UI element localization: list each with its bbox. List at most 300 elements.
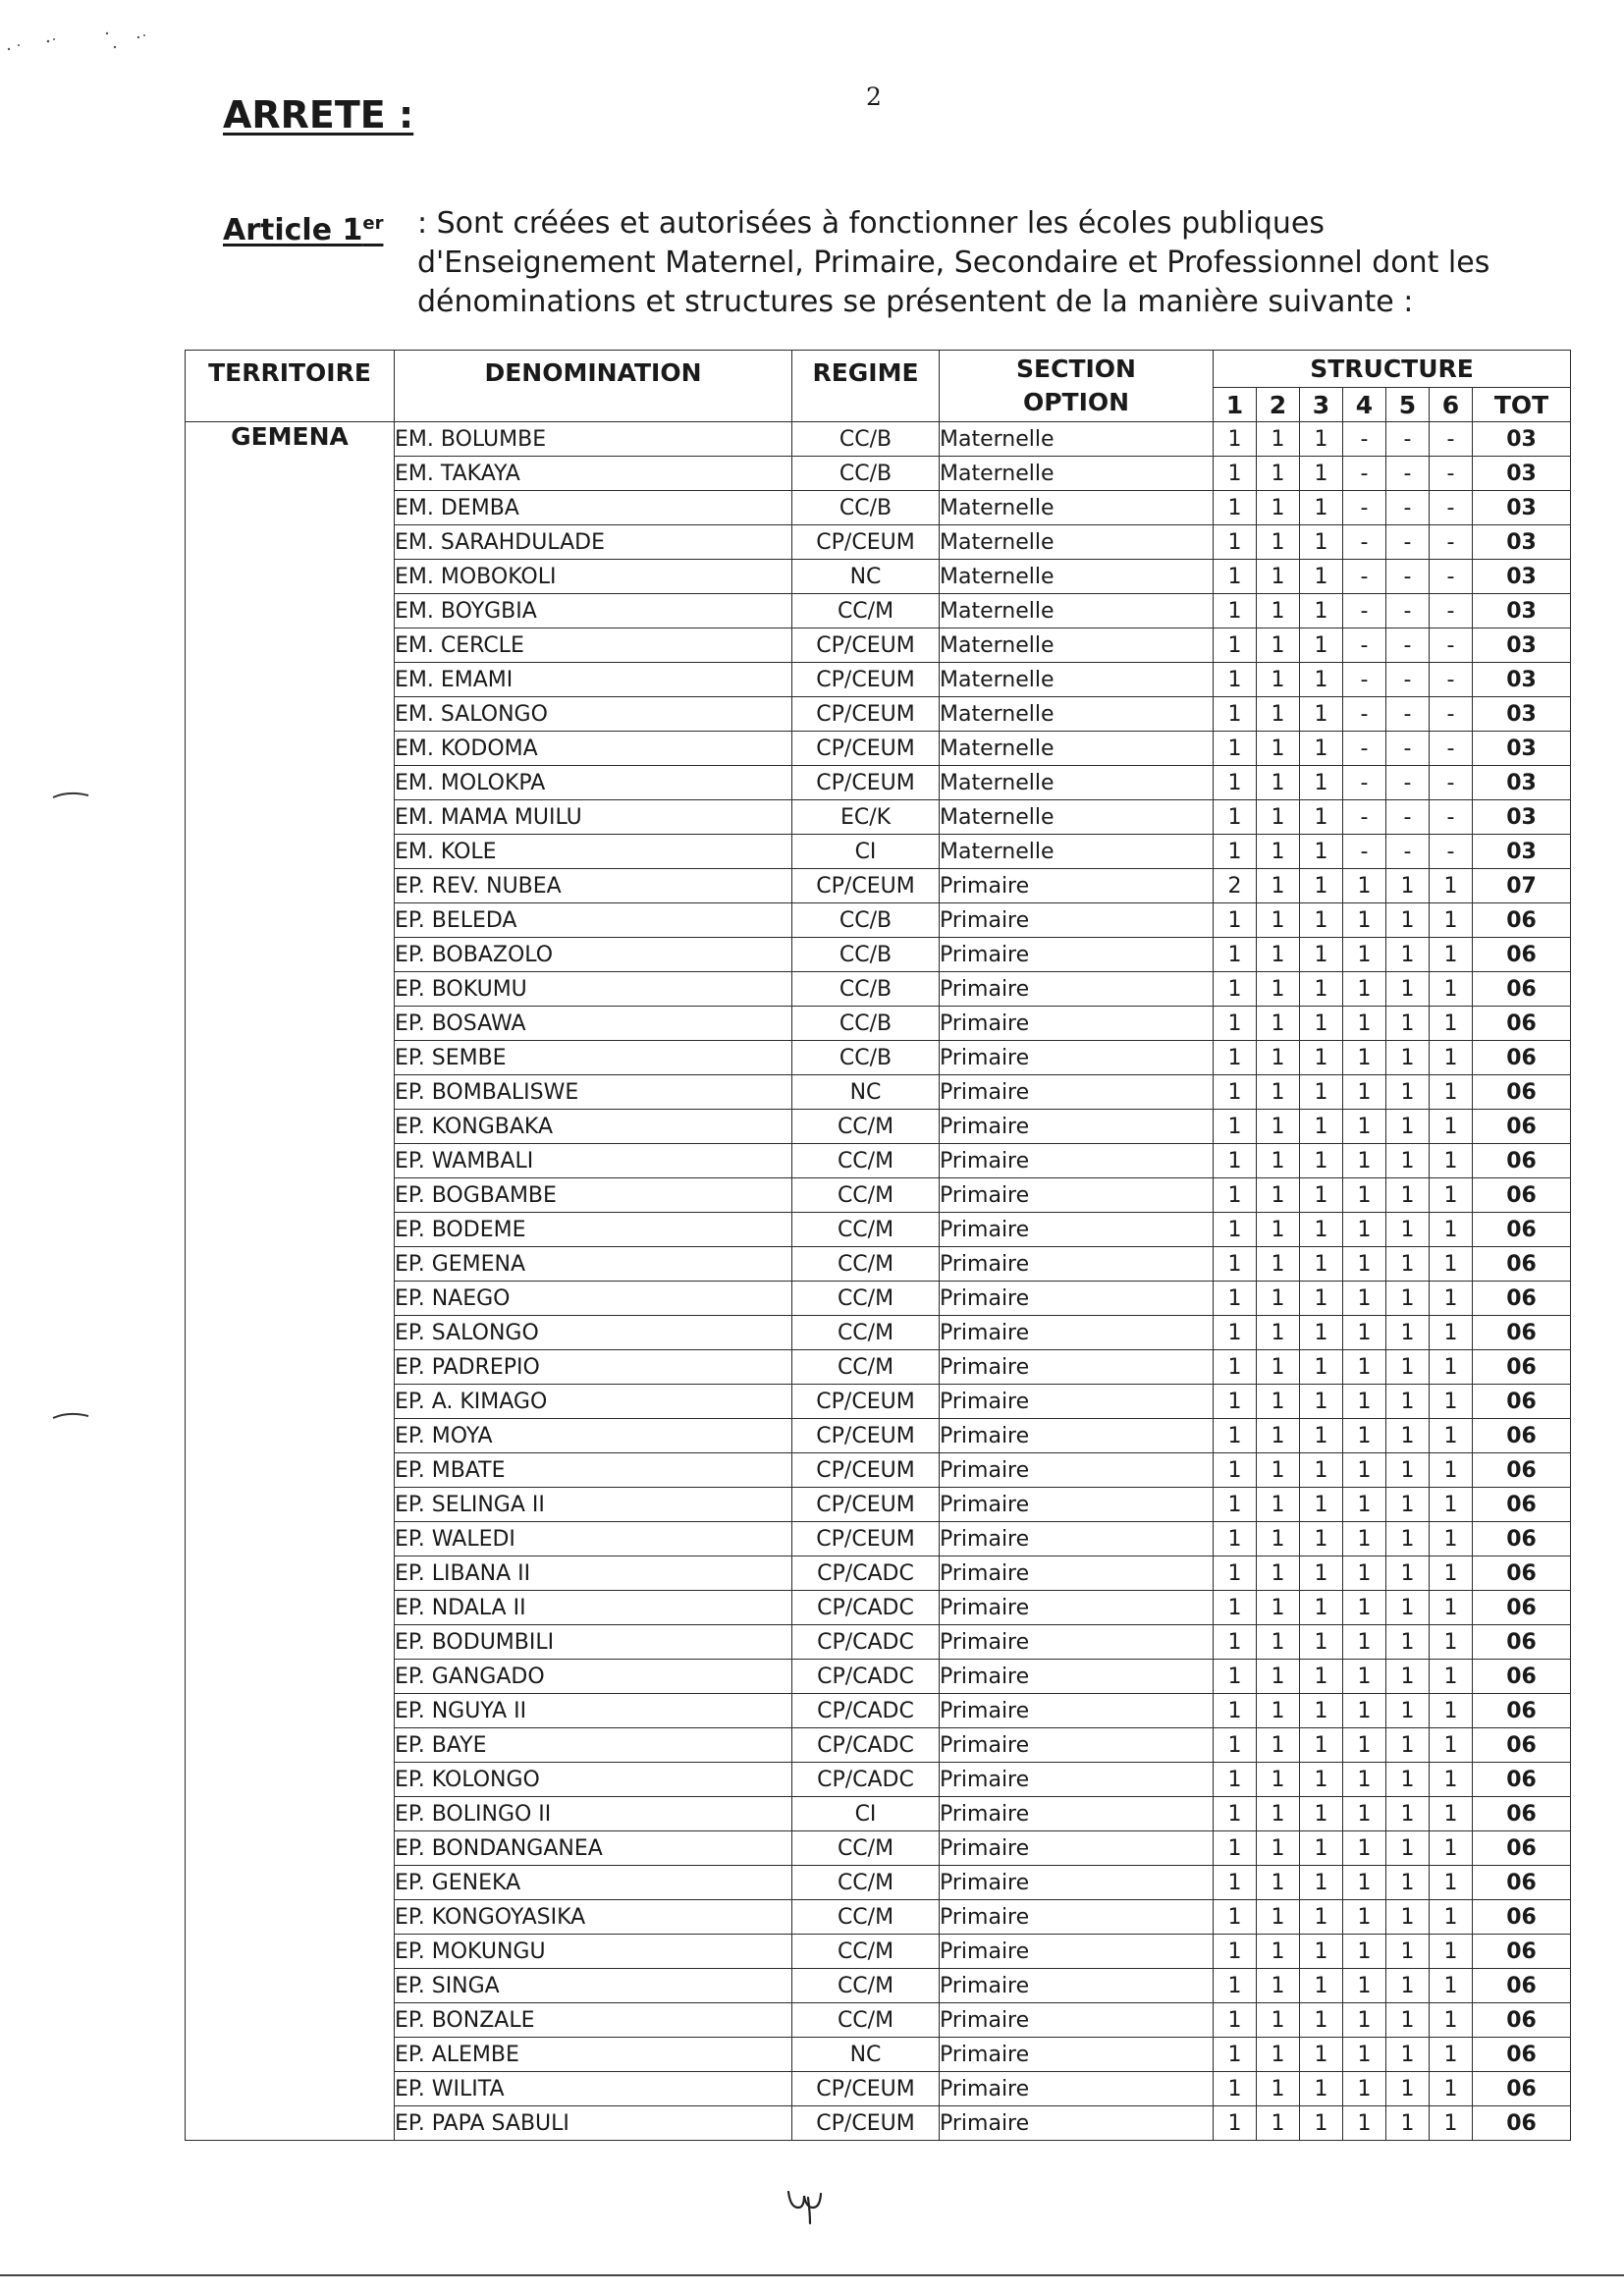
structure-cell-4: 1 xyxy=(1343,1969,1386,2003)
territoire-cell: GEMENA xyxy=(186,422,395,2141)
structure-cell-6: 1 xyxy=(1430,2038,1473,2072)
structure-cell-6: 1 xyxy=(1430,1728,1473,1763)
regime-cell: CI xyxy=(792,835,940,869)
school-name-cell: EP. BAYE xyxy=(395,1728,792,1763)
structure-cell-2: 1 xyxy=(1257,1282,1300,1316)
structure-cell-1: 1 xyxy=(1214,1178,1257,1213)
regime-cell: NC xyxy=(792,2038,940,2072)
structure-total-cell: 06 xyxy=(1473,1591,1571,1625)
structure-cell-3: 1 xyxy=(1300,1213,1343,1247)
structure-cell-5: 1 xyxy=(1386,2003,1430,2038)
structure-cell-5: - xyxy=(1386,663,1430,697)
structure-cell-4: 1 xyxy=(1343,1385,1386,1419)
structure-cell-2: 1 xyxy=(1257,1385,1300,1419)
regime-cell: CC/M xyxy=(792,2003,940,2038)
structure-cell-5: 1 xyxy=(1386,938,1430,972)
regime-cell: CC/M xyxy=(792,1316,940,1350)
structure-cell-3: 1 xyxy=(1300,1419,1343,1453)
structure-cell-1: 2 xyxy=(1214,869,1257,903)
structure-cell-6: 1 xyxy=(1430,1247,1473,1282)
structure-cell-1: 1 xyxy=(1214,1763,1257,1797)
structure-cell-4: 1 xyxy=(1343,1453,1386,1488)
section-cell: Primaire xyxy=(940,1969,1214,2003)
structure-cell-5: 1 xyxy=(1386,1591,1430,1625)
structure-cell-4: 1 xyxy=(1343,1935,1386,1969)
structure-total-cell: 03 xyxy=(1473,422,1571,457)
header-structure-3: 3 xyxy=(1300,388,1343,422)
structure-cell-5: 1 xyxy=(1386,1247,1430,1282)
structure-cell-5: 1 xyxy=(1386,1488,1430,1522)
structure-cell-5: 1 xyxy=(1386,1144,1430,1178)
structure-cell-5: 1 xyxy=(1386,903,1430,938)
structure-cell-2: 1 xyxy=(1257,938,1300,972)
structure-cell-6: 1 xyxy=(1430,1110,1473,1144)
structure-cell-2: 1 xyxy=(1257,766,1300,800)
school-name-cell: EP. BODEME xyxy=(395,1213,792,1247)
structure-total-cell: 06 xyxy=(1473,1075,1571,1110)
structure-total-cell: 03 xyxy=(1473,732,1571,766)
regime-cell: CP/CADC xyxy=(792,1625,940,1660)
structure-total-cell: 06 xyxy=(1473,1144,1571,1178)
structure-cell-6: - xyxy=(1430,835,1473,869)
structure-cell-5: 1 xyxy=(1386,1041,1430,1075)
structure-total-cell: 06 xyxy=(1473,1041,1571,1075)
regime-cell: CC/M xyxy=(792,1178,940,1213)
structure-cell-2: 1 xyxy=(1257,1522,1300,1556)
school-name-cell: EP. WALEDI xyxy=(395,1522,792,1556)
section-cell: Primaire xyxy=(940,1316,1214,1350)
structure-cell-3: 1 xyxy=(1300,1522,1343,1556)
structure-cell-4: 1 xyxy=(1343,1075,1386,1110)
structure-cell-1: 1 xyxy=(1214,1282,1257,1316)
structure-cell-5: - xyxy=(1386,422,1430,457)
regime-cell: CC/M xyxy=(792,1831,940,1866)
regime-cell: CP/CEUM xyxy=(792,628,940,663)
section-cell: Primaire xyxy=(940,1556,1214,1591)
structure-cell-1: 1 xyxy=(1214,1385,1257,1419)
structure-total-cell: 06 xyxy=(1473,903,1571,938)
structure-cell-6: - xyxy=(1430,422,1473,457)
structure-cell-1: 1 xyxy=(1214,1522,1257,1556)
regime-cell: CC/M xyxy=(792,1900,940,1935)
structure-cell-6: 1 xyxy=(1430,1041,1473,1075)
structure-cell-3: 1 xyxy=(1300,1591,1343,1625)
structure-cell-5: 1 xyxy=(1386,1556,1430,1591)
structure-total-cell: 06 xyxy=(1473,1763,1571,1797)
structure-cell-4: 1 xyxy=(1343,1213,1386,1247)
regime-cell: CC/M xyxy=(792,1866,940,1900)
header-denomination: DENOMINATION xyxy=(395,351,792,422)
structure-total-cell: 06 xyxy=(1473,1969,1571,2003)
structure-cell-2: 1 xyxy=(1257,1488,1300,1522)
structure-total-cell: 06 xyxy=(1473,1385,1571,1419)
regime-cell: CP/CADC xyxy=(792,1660,940,1694)
structure-cell-6: - xyxy=(1430,491,1473,525)
structure-cell-3: 1 xyxy=(1300,1866,1343,1900)
structure-cell-3: 1 xyxy=(1300,1900,1343,1935)
section-cell: Primaire xyxy=(940,1178,1214,1213)
structure-total-cell: 06 xyxy=(1473,2003,1571,2038)
structure-cell-6: 1 xyxy=(1430,1556,1473,1591)
structure-cell-6: - xyxy=(1430,663,1473,697)
section-cell: Maternelle xyxy=(940,525,1214,560)
structure-cell-2: 1 xyxy=(1257,628,1300,663)
structure-total-cell: 06 xyxy=(1473,1178,1571,1213)
structure-cell-1: 1 xyxy=(1214,1797,1257,1831)
school-name-cell: EP. GANGADO xyxy=(395,1660,792,1694)
structure-cell-3: 1 xyxy=(1300,491,1343,525)
structure-cell-5: - xyxy=(1386,594,1430,628)
structure-cell-5: 1 xyxy=(1386,1694,1430,1728)
header-structure-1: 1 xyxy=(1214,388,1257,422)
structure-cell-5: 1 xyxy=(1386,1110,1430,1144)
structure-cell-3: 1 xyxy=(1300,422,1343,457)
structure-cell-6: - xyxy=(1430,457,1473,491)
school-name-cell: EP. A. KIMAGO xyxy=(395,1385,792,1419)
school-name-cell: EP. KOLONGO xyxy=(395,1763,792,1797)
regime-cell: CP/CEUM xyxy=(792,1522,940,1556)
structure-cell-2: 1 xyxy=(1257,1178,1300,1213)
structure-total-cell: 06 xyxy=(1473,1213,1571,1247)
structure-cell-2: 1 xyxy=(1257,697,1300,732)
structure-cell-4: 1 xyxy=(1343,1900,1386,1935)
structure-cell-1: 1 xyxy=(1214,628,1257,663)
structure-cell-6: 1 xyxy=(1430,2106,1473,2141)
structure-cell-4: 1 xyxy=(1343,1763,1386,1797)
structure-cell-1: 1 xyxy=(1214,1247,1257,1282)
structure-cell-6: - xyxy=(1430,800,1473,835)
structure-cell-3: 1 xyxy=(1300,1969,1343,2003)
structure-cell-3: 1 xyxy=(1300,1385,1343,1419)
school-name-cell: EP. PADREPIO xyxy=(395,1350,792,1385)
school-name-cell: EM. CERCLE xyxy=(395,628,792,663)
structure-cell-1: 1 xyxy=(1214,1350,1257,1385)
structure-cell-4: 1 xyxy=(1343,1625,1386,1660)
structure-cell-3: 1 xyxy=(1300,628,1343,663)
regime-cell: CC/M xyxy=(792,1144,940,1178)
structure-cell-4: - xyxy=(1343,628,1386,663)
structure-cell-5: 1 xyxy=(1386,2106,1430,2141)
regime-cell: NC xyxy=(792,560,940,594)
structure-cell-3: 1 xyxy=(1300,1660,1343,1694)
structure-cell-3: 1 xyxy=(1300,1935,1343,1969)
header-section: SECTION xyxy=(1016,355,1136,383)
structure-cell-6: 1 xyxy=(1430,869,1473,903)
structure-cell-3: 1 xyxy=(1300,2003,1343,2038)
section-cell: Primaire xyxy=(940,2003,1214,2038)
structure-cell-5: 1 xyxy=(1386,1453,1430,1488)
structure-total-cell: 06 xyxy=(1473,2072,1571,2106)
structure-cell-3: 1 xyxy=(1300,1831,1343,1866)
structure-cell-1: 1 xyxy=(1214,1110,1257,1144)
section-cell: Primaire xyxy=(940,1728,1214,1763)
structure-cell-5: 1 xyxy=(1386,1831,1430,1866)
regime-cell: CP/CEUM xyxy=(792,663,940,697)
structure-total-cell: 06 xyxy=(1473,1728,1571,1763)
school-name-cell: EP. BONZALE xyxy=(395,2003,792,2038)
section-cell: Primaire xyxy=(940,1900,1214,1935)
school-name-cell: EP. BOLINGO II xyxy=(395,1797,792,1831)
school-name-cell: EP. SINGA xyxy=(395,1969,792,2003)
structure-cell-4: 1 xyxy=(1343,1556,1386,1591)
structure-cell-3: 1 xyxy=(1300,2106,1343,2141)
structure-cell-2: 1 xyxy=(1257,1900,1300,1935)
structure-cell-2: 1 xyxy=(1257,1591,1300,1625)
structure-cell-6: - xyxy=(1430,766,1473,800)
regime-cell: CP/CEUM xyxy=(792,766,940,800)
structure-cell-2: 1 xyxy=(1257,1144,1300,1178)
structure-total-cell: 06 xyxy=(1473,1419,1571,1453)
structure-cell-4: 1 xyxy=(1343,1041,1386,1075)
structure-cell-5: 1 xyxy=(1386,1178,1430,1213)
structure-cell-4: 1 xyxy=(1343,1728,1386,1763)
structure-total-cell: 03 xyxy=(1473,800,1571,835)
regime-cell: CC/B xyxy=(792,938,940,972)
structure-cell-1: 1 xyxy=(1214,732,1257,766)
margin-tick-mark xyxy=(51,1406,90,1416)
structure-cell-6: 1 xyxy=(1430,1797,1473,1831)
school-name-cell: EP. GEMENA xyxy=(395,1247,792,1282)
structure-cell-3: 1 xyxy=(1300,938,1343,972)
section-cell: Primaire xyxy=(940,1213,1214,1247)
structure-cell-4: - xyxy=(1343,525,1386,560)
structure-cell-4: 1 xyxy=(1343,1144,1386,1178)
structure-cell-3: 1 xyxy=(1300,1453,1343,1488)
section-cell: Primaire xyxy=(940,1144,1214,1178)
school-name-cell: EP. NDALA II xyxy=(395,1591,792,1625)
structure-cell-6: 1 xyxy=(1430,1144,1473,1178)
school-name-cell: EM. BOYGBIA xyxy=(395,594,792,628)
structure-cell-4: - xyxy=(1343,422,1386,457)
structure-total-cell: 06 xyxy=(1473,1935,1571,1969)
school-name-cell: EM. MOBOKOLI xyxy=(395,560,792,594)
section-cell: Maternelle xyxy=(940,628,1214,663)
section-cell: Maternelle xyxy=(940,800,1214,835)
structure-cell-4: - xyxy=(1343,800,1386,835)
structure-cell-1: 1 xyxy=(1214,766,1257,800)
section-cell: Primaire xyxy=(940,1041,1214,1075)
school-name-cell: EM. SARAHDULADE xyxy=(395,525,792,560)
regime-cell: CI xyxy=(792,1797,940,1831)
regime-cell: CC/B xyxy=(792,1007,940,1041)
regime-cell: CP/CEUM xyxy=(792,732,940,766)
section-cell: Primaire xyxy=(940,1831,1214,1866)
structure-cell-2: 1 xyxy=(1257,2072,1300,2106)
regime-cell: CC/M xyxy=(792,1935,940,1969)
structure-total-cell: 06 xyxy=(1473,1522,1571,1556)
structure-cell-2: 1 xyxy=(1257,1694,1300,1728)
structure-cell-4: - xyxy=(1343,594,1386,628)
structure-total-cell: 03 xyxy=(1473,766,1571,800)
structure-cell-2: 1 xyxy=(1257,1831,1300,1866)
structure-cell-6: 1 xyxy=(1430,972,1473,1007)
structure-cell-2: 1 xyxy=(1257,525,1300,560)
structure-total-cell: 06 xyxy=(1473,1625,1571,1660)
structure-total-cell: 06 xyxy=(1473,1488,1571,1522)
structure-cell-3: 1 xyxy=(1300,1797,1343,1831)
structure-cell-1: 1 xyxy=(1214,2072,1257,2106)
section-cell: Primaire xyxy=(940,1522,1214,1556)
header-structure-4: 4 xyxy=(1343,388,1386,422)
section-cell: Maternelle xyxy=(940,560,1214,594)
section-cell: Primaire xyxy=(940,1247,1214,1282)
structure-cell-1: 1 xyxy=(1214,1213,1257,1247)
structure-cell-2: 1 xyxy=(1257,1007,1300,1041)
structure-cell-2: 1 xyxy=(1257,800,1300,835)
section-cell: Primaire xyxy=(940,2106,1214,2141)
section-cell: Primaire xyxy=(940,869,1214,903)
structure-total-cell: 03 xyxy=(1473,835,1571,869)
section-cell: Maternelle xyxy=(940,835,1214,869)
section-cell: Maternelle xyxy=(940,594,1214,628)
header-option: OPTION xyxy=(1022,388,1130,416)
school-name-cell: EP. LIBANA II xyxy=(395,1556,792,1591)
structure-cell-6: 1 xyxy=(1430,1935,1473,1969)
margin-tick-mark xyxy=(51,786,90,795)
page-number: 2 xyxy=(866,82,882,111)
structure-cell-4: 1 xyxy=(1343,1282,1386,1316)
structure-cell-6: 1 xyxy=(1430,1075,1473,1110)
structure-cell-5: - xyxy=(1386,732,1430,766)
structure-total-cell: 06 xyxy=(1473,1007,1571,1041)
regime-cell: CC/B xyxy=(792,422,940,457)
regime-cell: CC/B xyxy=(792,491,940,525)
structure-cell-6: 1 xyxy=(1430,1316,1473,1350)
structure-cell-2: 1 xyxy=(1257,1763,1300,1797)
header-structure-tot: TOT xyxy=(1473,388,1571,422)
structure-cell-2: 1 xyxy=(1257,422,1300,457)
structure-cell-2: 1 xyxy=(1257,1350,1300,1385)
section-cell: Primaire xyxy=(940,1763,1214,1797)
structure-cell-2: 1 xyxy=(1257,1419,1300,1453)
section-cell: Maternelle xyxy=(940,766,1214,800)
structure-total-cell: 06 xyxy=(1473,1350,1571,1385)
section-cell: Primaire xyxy=(940,1935,1214,1969)
structure-total-cell: 06 xyxy=(1473,938,1571,972)
section-cell: Primaire xyxy=(940,1350,1214,1385)
structure-cell-1: 1 xyxy=(1214,2038,1257,2072)
structure-cell-2: 1 xyxy=(1257,457,1300,491)
structure-cell-3: 1 xyxy=(1300,1007,1343,1041)
structure-cell-3: 1 xyxy=(1300,972,1343,1007)
school-name-cell: EM. BOLUMBE xyxy=(395,422,792,457)
structure-total-cell: 06 xyxy=(1473,1556,1571,1591)
structure-cell-3: 1 xyxy=(1300,1144,1343,1178)
structure-total-cell: 06 xyxy=(1473,1866,1571,1900)
structure-cell-2: 1 xyxy=(1257,663,1300,697)
structure-cell-3: 1 xyxy=(1300,2038,1343,2072)
structure-cell-6: 1 xyxy=(1430,1007,1473,1041)
structure-cell-5: 1 xyxy=(1386,1969,1430,2003)
structure-cell-6: 1 xyxy=(1430,1419,1473,1453)
structure-cell-5: - xyxy=(1386,766,1430,800)
schools-table-body xyxy=(186,422,1571,2141)
section-cell: Primaire xyxy=(940,1453,1214,1488)
regime-cell: CC/M xyxy=(792,1213,940,1247)
structure-cell-2: 1 xyxy=(1257,732,1300,766)
structure-cell-4: 1 xyxy=(1343,869,1386,903)
structure-cell-3: 1 xyxy=(1300,732,1343,766)
decree-heading: ARRETE : xyxy=(223,93,414,136)
structure-total-cell: 06 xyxy=(1473,1110,1571,1144)
structure-cell-4: - xyxy=(1343,732,1386,766)
structure-cell-5: 1 xyxy=(1386,869,1430,903)
structure-cell-3: 1 xyxy=(1300,1316,1343,1350)
school-name-cell: EM. DEMBA xyxy=(395,491,792,525)
structure-cell-1: 1 xyxy=(1214,1144,1257,1178)
section-cell: Primaire xyxy=(940,1797,1214,1831)
structure-cell-4: - xyxy=(1343,457,1386,491)
school-name-cell: EP. BOSAWA xyxy=(395,1007,792,1041)
structure-cell-2: 1 xyxy=(1257,1075,1300,1110)
structure-cell-3: 1 xyxy=(1300,1763,1343,1797)
structure-cell-1: 1 xyxy=(1214,422,1257,457)
structure-cell-3: 1 xyxy=(1300,1247,1343,1282)
structure-cell-5: 1 xyxy=(1386,1935,1430,1969)
regime-cell: CC/B xyxy=(792,457,940,491)
structure-cell-3: 1 xyxy=(1300,560,1343,594)
structure-cell-4: - xyxy=(1343,491,1386,525)
regime-cell: CC/M xyxy=(792,1282,940,1316)
structure-cell-6: 1 xyxy=(1430,1453,1473,1488)
structure-cell-4: 1 xyxy=(1343,1866,1386,1900)
schools-table xyxy=(185,350,1571,2141)
structure-cell-1: 1 xyxy=(1214,1831,1257,1866)
structure-total-cell: 06 xyxy=(1473,1282,1571,1316)
structure-cell-2: 1 xyxy=(1257,1556,1300,1591)
structure-cell-6: 1 xyxy=(1430,1831,1473,1866)
structure-cell-4: 1 xyxy=(1343,1522,1386,1556)
article-text: : Sont créées et autorisées à fonctionner les écoles publiques d'Enseignement Maternel, Primaire, Secondaire et Professionnel dont les dénominations et structures se présentent de la manière suivante : xyxy=(417,206,1490,319)
schools-table-container xyxy=(185,350,1570,2141)
structure-cell-6: 1 xyxy=(1430,1591,1473,1625)
structure-cell-1: 1 xyxy=(1214,697,1257,732)
regime-cell: CP/CADC xyxy=(792,1591,940,1625)
regime-cell: CC/M xyxy=(792,1247,940,1282)
structure-cell-6: 1 xyxy=(1430,1763,1473,1797)
school-name-cell: EP. SELINGA II xyxy=(395,1488,792,1522)
structure-cell-6: 1 xyxy=(1430,2003,1473,2038)
structure-cell-6: - xyxy=(1430,560,1473,594)
regime-cell: CP/CEUM xyxy=(792,1488,940,1522)
structure-cell-5: 1 xyxy=(1386,1213,1430,1247)
section-cell: Primaire xyxy=(940,1385,1214,1419)
structure-cell-4: - xyxy=(1343,835,1386,869)
structure-cell-2: 1 xyxy=(1257,594,1300,628)
structure-cell-5: 1 xyxy=(1386,1866,1430,1900)
regime-cell: CP/CADC xyxy=(792,1728,940,1763)
regime-cell: CP/CEUM xyxy=(792,1453,940,1488)
structure-total-cell: 07 xyxy=(1473,869,1571,903)
regime-cell: CC/M xyxy=(792,594,940,628)
school-name-cell: EP. NGUYA II xyxy=(395,1694,792,1728)
school-name-cell: EP. BOGBAMBE xyxy=(395,1178,792,1213)
regime-cell: CP/CEUM xyxy=(792,697,940,732)
header-territoire: TERRITOIRE xyxy=(186,351,395,422)
structure-cell-1: 1 xyxy=(1214,2003,1257,2038)
structure-cell-6: - xyxy=(1430,628,1473,663)
school-name-cell: EM. MOLOKPA xyxy=(395,766,792,800)
school-name-cell: EP. WILITA xyxy=(395,2072,792,2106)
section-cell: Primaire xyxy=(940,1075,1214,1110)
structure-cell-3: 1 xyxy=(1300,697,1343,732)
section-cell: Primaire xyxy=(940,1007,1214,1041)
regime-cell: CC/B xyxy=(792,972,940,1007)
header-structure-2: 2 xyxy=(1257,388,1300,422)
structure-cell-4: 1 xyxy=(1343,2072,1386,2106)
structure-cell-5: 1 xyxy=(1386,972,1430,1007)
structure-cell-2: 1 xyxy=(1257,1797,1300,1831)
